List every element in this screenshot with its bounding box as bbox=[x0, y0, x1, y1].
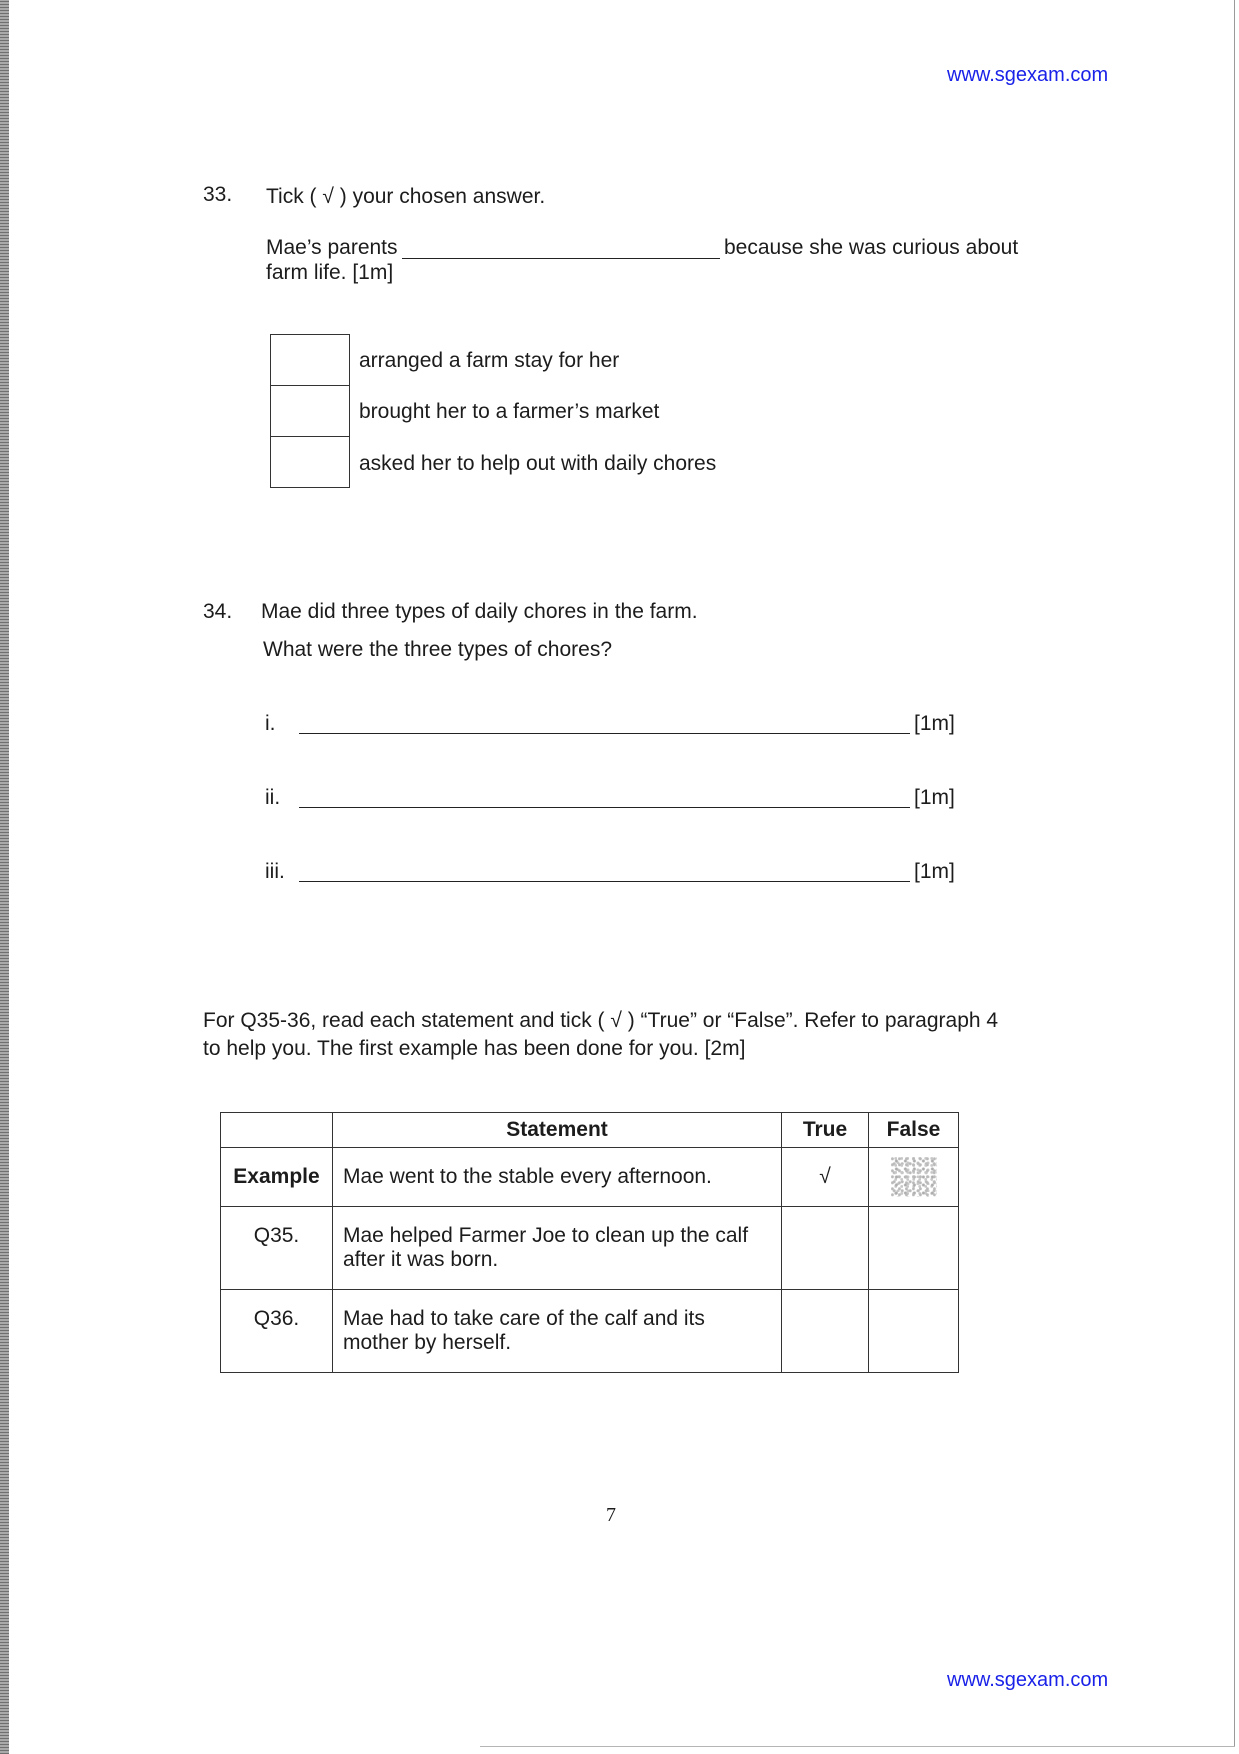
q35-36-instruction-line1: For Q35-36, read each statement and tick ( √ ) “True” or “False”. Refer to paragraph 4 bbox=[203, 1009, 999, 1032]
statement-q36: Mae had to take care of the calf and its mother by herself. bbox=[333, 1290, 782, 1373]
q33-option-2-label: brought her to a farmer’s market bbox=[359, 400, 660, 423]
table-row-example bbox=[221, 1148, 959, 1207]
table-row-q36 bbox=[221, 1290, 959, 1373]
q34-answer-3-line[interactable] bbox=[299, 881, 910, 882]
row-label-q35: Q35. bbox=[221, 1207, 333, 1290]
q34-answer-2-marks: [1m] bbox=[914, 786, 955, 809]
q34-answer-2-line[interactable] bbox=[299, 807, 910, 808]
table-header-row bbox=[221, 1113, 959, 1148]
q33-stem-line2: farm life. [1m] bbox=[266, 261, 394, 284]
scan-edge-bottom bbox=[480, 1746, 1235, 1747]
q33-tickbox-option-2[interactable] bbox=[271, 386, 349, 437]
q34-line2: What were the three types of chores? bbox=[263, 638, 613, 661]
statement-example: Mae went to the stable every afternoon. bbox=[333, 1148, 782, 1207]
header-url-link[interactable]: www.sgexam.com bbox=[947, 64, 1109, 86]
q34-answer-3-label: iii. bbox=[265, 860, 285, 883]
q34-answer-1-marks: [1m] bbox=[914, 712, 955, 735]
row-label-q36: Q36. bbox=[221, 1290, 333, 1373]
row-label-example: Example bbox=[221, 1148, 333, 1207]
scan-edge-right bbox=[1234, 0, 1235, 1746]
false-cell-q35[interactable] bbox=[869, 1207, 959, 1290]
true-cell-q35[interactable] bbox=[782, 1207, 869, 1290]
q33-number: 33. bbox=[203, 183, 233, 206]
true-cell-q36[interactable] bbox=[782, 1290, 869, 1373]
true-cell-example: √ bbox=[782, 1148, 869, 1207]
statement-q35: Mae helped Farmer Joe to clean up the calf after it was born. bbox=[333, 1207, 782, 1290]
footer-url-link[interactable]: www.sgexam.com bbox=[947, 1669, 1109, 1691]
q34-line1: Mae did three types of daily chores in the farm. bbox=[261, 600, 698, 623]
q33-tickbox-option-3[interactable] bbox=[271, 437, 349, 488]
table-header-false: False bbox=[869, 1113, 959, 1148]
q33-tickbox-option-1[interactable] bbox=[271, 335, 349, 386]
q35-36-instruction-line2: to help you. The first example has been done for you. [2m] bbox=[203, 1037, 746, 1060]
q33-instruction: Tick ( √ ) your chosen answer. bbox=[266, 185, 546, 208]
table-row-q35 bbox=[221, 1207, 959, 1290]
table-header-true: True bbox=[782, 1113, 869, 1148]
false-cell-example bbox=[869, 1148, 959, 1207]
scan-speckle-mark bbox=[891, 1157, 937, 1197]
q33-answer-blank[interactable] bbox=[402, 258, 720, 259]
q33-stem-before: Mae’s parents bbox=[266, 236, 398, 259]
page-number: 7 bbox=[606, 1504, 616, 1526]
false-cell-q36[interactable] bbox=[869, 1290, 959, 1373]
q34-answer-2-label: ii. bbox=[265, 786, 281, 809]
q34-number: 34. bbox=[203, 600, 233, 623]
q33-tickbox-group bbox=[270, 334, 350, 488]
true-false-table bbox=[220, 1112, 959, 1373]
q34-answer-1-label: i. bbox=[265, 712, 276, 735]
q34-answer-1-line[interactable] bbox=[299, 733, 910, 734]
q33-option-3-label: asked her to help out with daily chores bbox=[359, 452, 717, 475]
table-header-blank bbox=[221, 1113, 333, 1148]
table-header-statement: Statement bbox=[333, 1113, 782, 1148]
q33-option-1-label: arranged a farm stay for her bbox=[359, 349, 620, 372]
q33-stem-after: because she was curious about bbox=[724, 236, 1019, 259]
scan-edge-left bbox=[0, 0, 9, 1754]
q34-answer-3-marks: [1m] bbox=[914, 860, 955, 883]
